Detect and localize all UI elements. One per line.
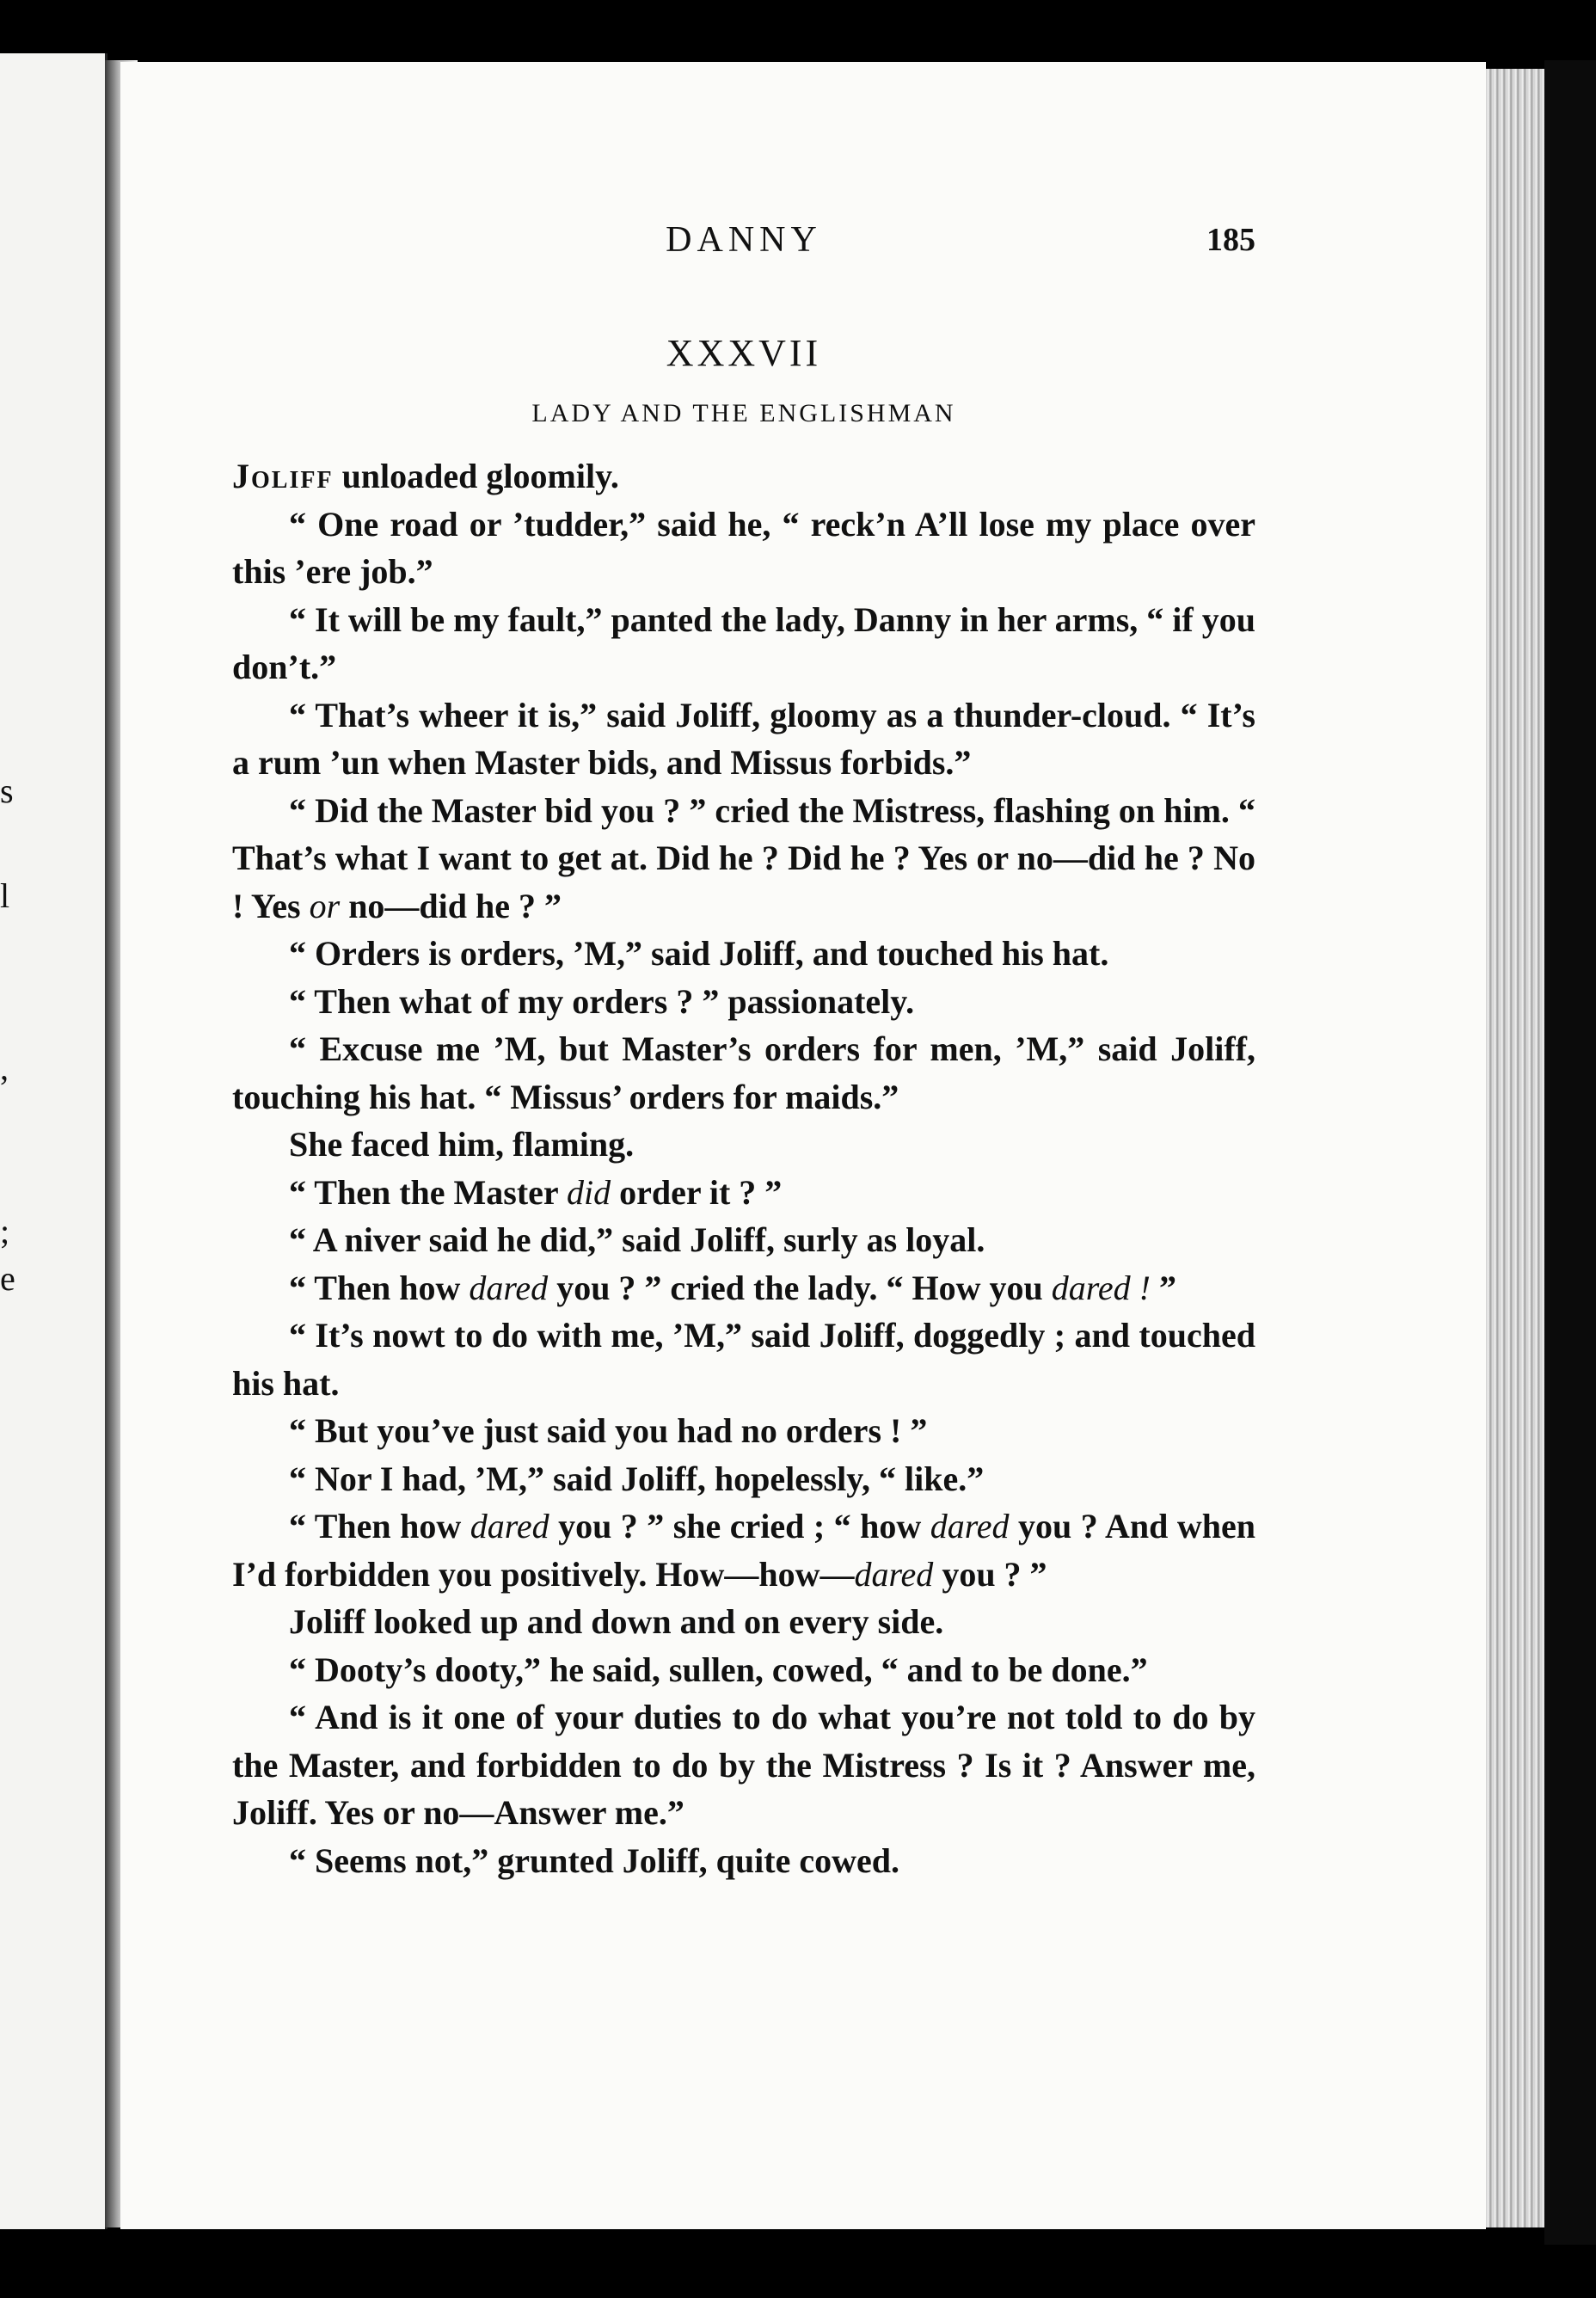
chapter-title: LADY AND THE ENGLISHMAN	[531, 399, 956, 427]
paragraph: “ Seems not,” grunted Joliff, quite cowed.	[289, 1840, 899, 1880]
paragraph: “ Then how dared you ? ” she cried ; “ how dared you ? And when I’d forbidden you positively. How—how—dared you ? ”	[232, 1507, 1255, 1594]
paragraph: “ Nor I had, ’M,” said Joliff, hopelessly, “ like.”	[289, 1459, 985, 1498]
chapter-number: XXXVII	[666, 332, 822, 374]
paragraph: “ Did the Master bid you ? ” cried the Mistress, flashing on him. “ That’s what I want to get at. Did he ? Did he ? Yes or no—did he ? No ! Yes or no—did he ? ”	[232, 790, 1255, 925]
paragraph: “ Then how dared you ? ” cried the lady. “ How you dared ! ”	[289, 1268, 1176, 1307]
running-title: DANNY	[666, 220, 822, 260]
paragraph: “ Then the Master did order it ? ”	[289, 1172, 783, 1212]
paragraph: “ Then what of my orders ? ” passionately.	[289, 981, 915, 1021]
facing-page	[0, 53, 107, 2229]
body-text	[232, 452, 1255, 1884]
paragraph: “ Dooty’s dooty,” he said, sullen, cowed, “ and to be done.”	[289, 1650, 1148, 1689]
facing-page-fragment: ,	[0, 1048, 9, 1087]
paragraph: “ It will be my fault,” panted the lady, Danny in her arms, “ if you don’t.”	[232, 599, 1255, 686]
running-head	[232, 219, 1255, 271]
paragraph: “ Orders is orders, ’M,” said Joliff, and touched his hat.	[289, 934, 1109, 973]
page-number: 185	[1206, 222, 1255, 258]
paragraph: “ Excuse me ’M, but Master’s orders for men, ’M,” said Joliff, touching his hat. “ Missus’ orders for maids.”	[232, 1029, 1255, 1116]
paragraph: “ It’s nowt to do with me, ’M,” said Joliff, doggedly ; and touched his hat.	[232, 1316, 1255, 1403]
page-content	[232, 219, 1255, 1884]
facing-page-fragment: e	[0, 1259, 15, 1298]
paragraph: Joliff unloaded gloomily.	[232, 457, 619, 495]
paragraph: “ One road or ’tudder,” said he, “ reck’n A’ll lose my place over this ’ere job.”	[232, 504, 1255, 591]
paragraph: “ A niver said he did,” said Joliff, surly as loyal.	[289, 1220, 985, 1259]
paragraph: “ And is it one of your duties to do what you’re not told to do by the Master, and forbidden to do by the Mistress ? Is it ? Answer me, Joliff. Yes or no—Answer me.”	[232, 1698, 1255, 1832]
paragraph: She faced him, flaming.	[289, 1125, 635, 1164]
paragraph: “ That’s wheer it is,” said Joliff, gloomy as a thunder-cloud. “ It’s a rum ’un when Master bids, and Missus forbids.”	[232, 695, 1255, 782]
facing-page-fragment: ;	[0, 1212, 10, 1250]
facing-page-fragment: l	[0, 876, 10, 915]
paragraph: Joliff looked up and down and on every side.	[289, 1602, 944, 1641]
lead-word: Joliff	[232, 457, 334, 495]
page-edges	[1486, 69, 1544, 2227]
facing-page-fragment: s	[0, 771, 14, 810]
paragraph: “ But you’ve just said you had no orders ! ”	[289, 1411, 928, 1450]
background-edge	[1544, 60, 1596, 2245]
